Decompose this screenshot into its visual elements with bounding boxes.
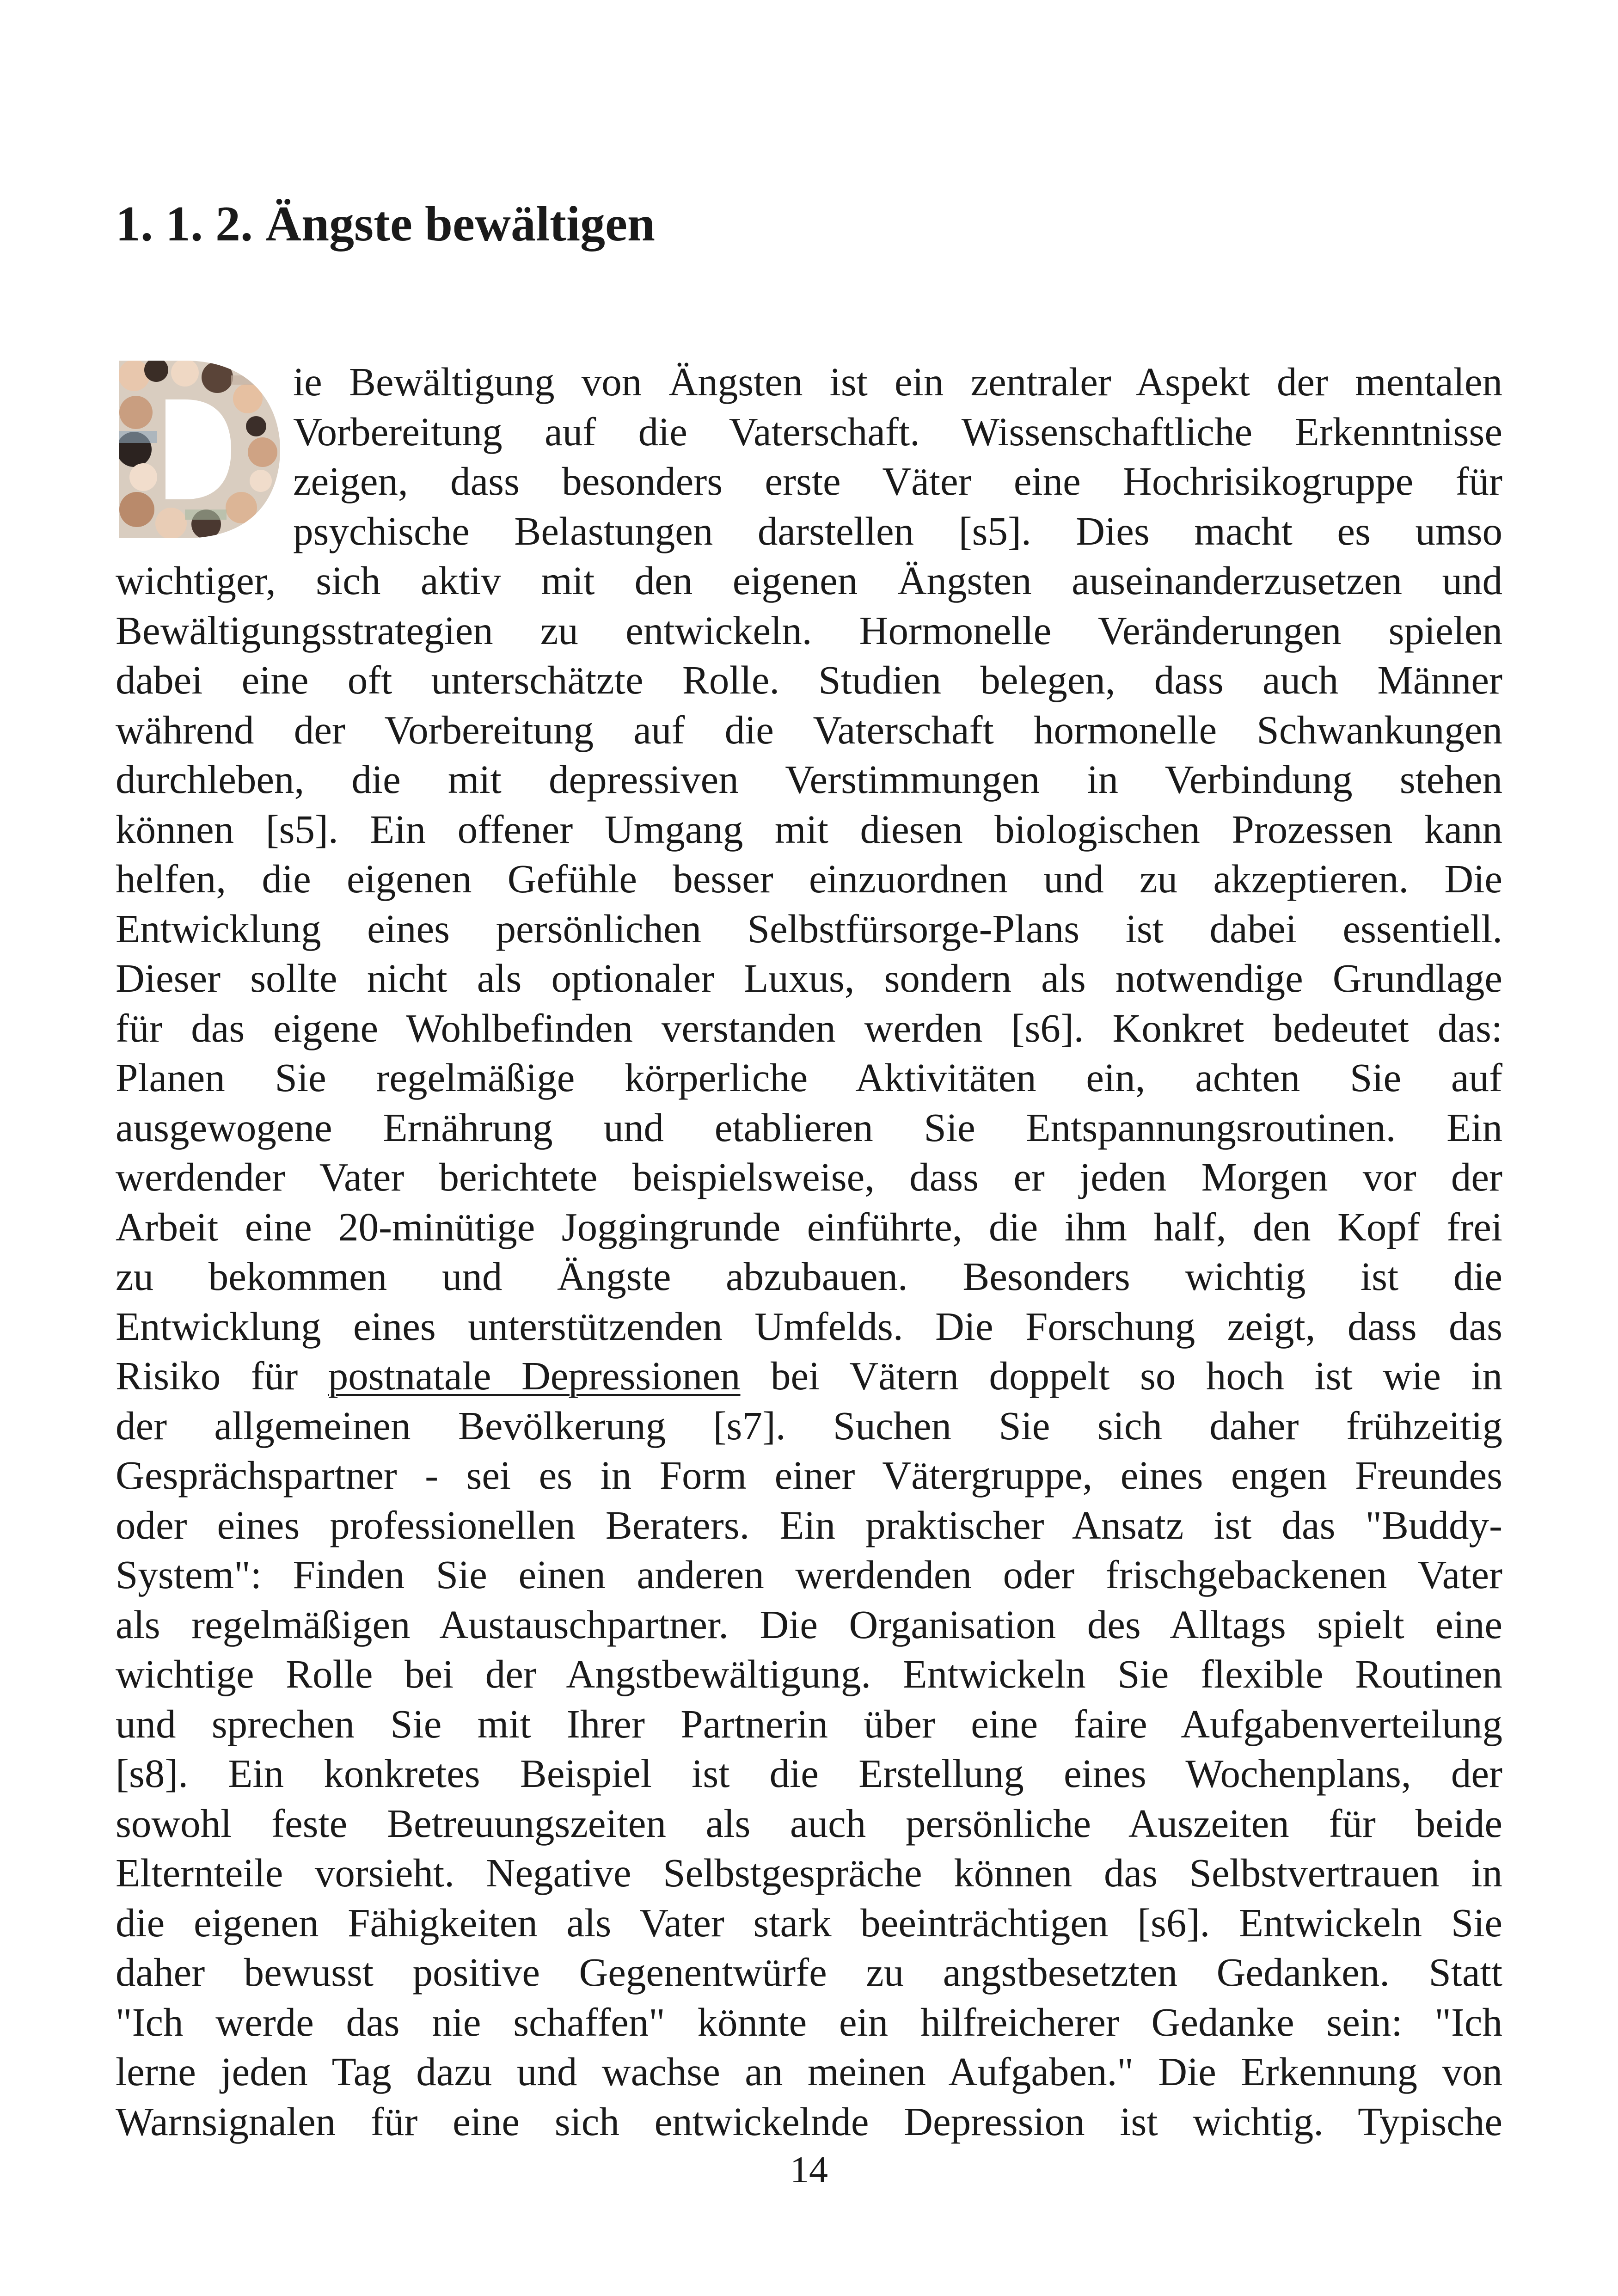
text-segment: dabei eine oft unterschätzte Rolle. Studien belegen, dass auch Männer [116,657,1502,702]
text-segment: [s8]. Ein konkretes Beispiel ist die Erstellung eines Wochenplans, der [116,1751,1502,1796]
page-number: 14 [790,2149,828,2191]
text-line [116,556,1502,606]
text-line [116,1749,1502,1799]
text-line [116,1401,1502,1451]
text-segment: für das eigene Wohlbefinden verstanden werden [s6]. Konkret bedeutet das: [116,1005,1502,1050]
body-text [116,357,1502,2146]
text-line [116,854,1502,904]
text-segment: während der Vorbereitung auf die Vaterschaft hormonelle Schwankungen [116,707,1502,752]
text-line [116,1252,1502,1301]
text-segment: System": Finden Sie einen anderen werdenden oder frischgebackenen Vater [116,1552,1502,1597]
text-line [116,1649,1502,1699]
text-line [116,1202,1502,1252]
text-segment: Gesprächspartner - sei es in Form einer Vätergruppe, eines engen Freundes [116,1453,1502,1498]
text-line [116,755,1502,804]
text-line [293,456,1502,506]
paragraph [116,357,1502,2146]
text-line [116,1997,1502,2047]
text-line [293,407,1502,457]
text-segment: zu bekommen und Ängste abzubauen. Besonders wichtig ist die [116,1254,1502,1299]
text-line [293,357,1502,407]
text-segment: helfen, die eigenen Gefühle besser einzuordnen und zu akzeptieren. Die [116,856,1502,901]
text-segment: Vorbereitung auf die Vaterschaft. Wissenschaftliche Erkenntnisse [293,409,1502,454]
text-line [116,1500,1502,1550]
text-segment: Planen Sie regelmäßige körperliche Aktivitäten ein, achten Sie auf [116,1055,1502,1100]
text-segment: als regelmäßigen Austauschpartner. Die Organisation des Alltags spielt eine [116,1602,1502,1647]
text-line [116,953,1502,1003]
text-line [293,506,1502,556]
text-line [116,655,1502,705]
text-segment: lerne jeden Tag dazu und wachse an meinen Aufgaben." Die Erkennung von [116,2049,1502,2094]
text-line [116,1799,1502,1848]
text-line [116,705,1502,755]
text-line [116,1848,1502,1898]
text-segment: zeigen, dass besonders erste Väter eine Hochrisikogruppe für [293,459,1502,503]
text-segment: die eigenen Fähigkeiten als Vater stark beeinträchtigen [s6]. Entwickeln Sie [116,1900,1502,1945]
text-segment: wichtiger, sich aktiv mit den eigenen Ängsten auseinanderzusetzen und [116,558,1502,603]
text-segment: bei Vätern doppelt so hoch ist wie in [740,1353,1503,1398]
text-segment: werdender Vater berichtete beispielsweise, dass er jeden Morgen vor der [116,1154,1502,1199]
text-segment: Bewältigungsstrategien zu entwickeln. Hormonelle Veränderungen spielen [116,608,1502,653]
text-segment: Warnsignalen für eine sich entwickelnde Depression ist wichtig. Typische [116,2099,1502,2144]
text-segment: der allgemeinen Bevölkerung [s7]. Suchen Sie sich daher frühzeitig [116,1403,1502,1448]
text-line [116,804,1502,854]
text-segment: und sprechen Sie mit Ihrer Partnerin über eine faire Aufgabenverteilung [116,1701,1502,1746]
text-line [116,904,1502,954]
text-segment: daher bewusst positive Gegenentwürfe zu angstbesetzten Gedanken. Statt [116,1950,1502,1995]
text-segment: durchleben, die mit depressiven Verstimmungen in Verbindung stehen [116,757,1502,802]
text-segment: Risiko für [116,1353,328,1398]
text-segment: sowohl feste Betreuungszeiten als auch persönliche Auszeiten für beide [116,1800,1502,1846]
text-line [116,1450,1502,1500]
text-line [116,1550,1502,1600]
text-segment: ie Bewältigung von Ängsten ist ein zentraler Aspekt der mentalen [293,359,1502,404]
text-line [116,606,1502,656]
text-segment: Entwicklung eines unterstützenden Umfelds. Die Forschung zeigt, dass das [116,1303,1502,1349]
decorative-dropcap-d [116,357,283,542]
text-line [116,2097,1502,2147]
text-segment: Elternteile vorsieht. Negative Selbstgespräche können das Selbstvertrauen in [116,1850,1502,1895]
text-line [116,1351,1502,1401]
text-segment: können [s5]. Ein offener Umgang mit diesen biologischen Prozessen kann [116,806,1502,852]
text-line [116,1898,1502,1948]
text-line [116,1699,1502,1749]
text-line [116,2047,1502,2097]
text-segment: psychische Belastungen darstellen [s5]. Dies macht es umso [293,508,1502,553]
postnatal-depression-link[interactable]: postnatale Depressionen [328,1353,741,1398]
text-line [116,1152,1502,1202]
text-line [116,1103,1502,1153]
text-line [116,1003,1502,1053]
text-segment: "Ich werde das nie schaffen" könnte ein hilfreicherer Gedanke sein: "Ich [116,1999,1502,2044]
text-segment: Entwicklung eines persönlichen Selbstfürsorge-Plans ist dabei essentiell. [116,906,1502,951]
text-segment: wichtige Rolle bei der Angstbewältigung. Entwickeln Sie flexible Routinen [116,1651,1502,1696]
text-line [116,1947,1502,1997]
text-segment: Dieser sollte nicht als optionaler Luxus, sondern als notwendige Grundlage [116,956,1502,1001]
text-line [116,1600,1502,1650]
text-line [116,1053,1502,1103]
text-segment: Arbeit eine 20-minütige Joggingrunde einführte, die ihm half, den Kopf frei [116,1204,1502,1249]
section-heading: 1. 1. 2. Ängste bewältigen [116,196,655,252]
text-line [116,1301,1502,1351]
text-segment: ausgewogene Ernährung und etablieren Sie Entspannungsroutinen. Ein [116,1105,1502,1150]
text-segment: oder eines professionellen Beraters. Ein praktischer Ansatz ist das "Buddy- [116,1502,1502,1547]
